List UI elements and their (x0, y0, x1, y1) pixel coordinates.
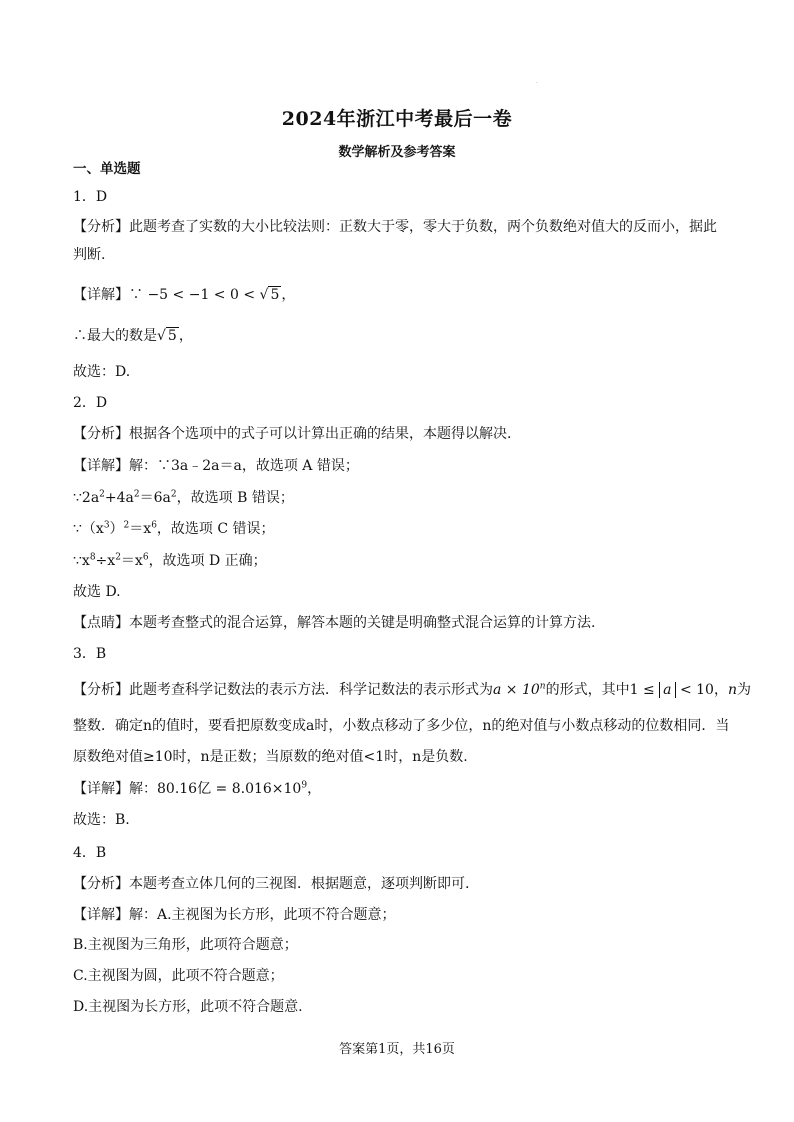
expr: ∵（x (73, 521, 104, 537)
expr: ） (109, 521, 124, 537)
expr: ∵2a (73, 490, 100, 506)
expr: ＝x (120, 553, 143, 569)
exponent: 2 (133, 489, 140, 500)
sqrt-5: √ 5 (157, 328, 177, 344)
q1-conclusion-end: ， (178, 328, 193, 344)
formula: a × 10 (493, 682, 540, 698)
expr: ，故选项 C 错误； (156, 521, 275, 537)
page-subtitle: 数学解析及参考答案 (338, 145, 456, 160)
question-3-choice: 故选：B. (73, 812, 130, 828)
text: 为 (736, 682, 751, 698)
variable: n (727, 682, 737, 698)
expr: ，故选项 D 正确； (148, 553, 267, 569)
text: 的形式，其中1 ≤ (545, 682, 660, 698)
exponent: 6 (142, 552, 149, 563)
section-heading: 一、单选题 (73, 161, 141, 177)
exponent: 8 (89, 552, 96, 563)
question-2-detail-b (73, 485, 733, 511)
question-4-detail-a: 【详解】解：A.主视图为长方形，此项不符合题意； (73, 907, 396, 923)
q1-conclusion-text: ∴最大的数是 (73, 328, 157, 344)
text: < 10， (675, 682, 728, 698)
question-4-detail-d: D.主视图为长方形，此项不符合题意. (73, 999, 303, 1015)
expr: ＝6a (139, 490, 171, 506)
exponent: n (539, 681, 546, 692)
question-3-detail (73, 776, 733, 802)
question-1-analysis-cont: 判断. (73, 247, 106, 263)
abs-value: a (659, 682, 675, 698)
question-2-answer: 2．D (73, 395, 108, 411)
question-4-detail-b: B.主视图为三角形，此项符合题意； (73, 937, 298, 953)
question-2-remark: 【点睛】本题考查整式的混合运算，解答本题的关键是明确整式混合运算的计算方法. (73, 615, 596, 631)
question-3-analysis-cont2: 原数绝对值≥10时，n是正数；当原数的绝对值<1时，n是负数. (73, 749, 468, 765)
exponent: 2 (99, 489, 105, 500)
expr: ＝x (129, 521, 152, 537)
exponent: 2 (170, 489, 177, 500)
q1-detail-text: 【详解】∵ −5 < −1 < 0 < (73, 287, 260, 303)
page-footer: 答案第1页，共16页 (339, 1042, 455, 1057)
question-1-detail (73, 282, 733, 308)
exponent: 2 (123, 520, 130, 531)
question-2-analysis: 【分析】根据各个选项中的式子可以计算出正确的结果，本题得以解决. (73, 426, 512, 442)
page-title: 2024年浙江中考最后一卷 (281, 108, 513, 130)
question-4-analysis: 【分析】本题考查立体几何的三视图．根据题意，逐项判断即可. (73, 876, 470, 892)
expr: ，故选项 B 错误； (176, 490, 294, 506)
question-1-answer: 1．D (73, 189, 108, 205)
question-1-conclusion (73, 323, 733, 349)
exponent: 3 (103, 520, 110, 531)
question-2-detail-c (73, 516, 733, 542)
question-3-analysis-cont: 整数．确定n的值时，要看把原数变成a时，小数点移动了多少位，n的绝对值与小数点移动的位数相同．当 (73, 718, 730, 734)
exponent: 6 (151, 520, 157, 531)
question-3-answer: 3．B (73, 646, 107, 662)
question-4-answer: 4．B (73, 845, 107, 861)
question-4-detail-c: C.主视图为圆，此项不符合题意； (73, 968, 284, 984)
question-2-detail-d (73, 548, 733, 574)
question-2-detail-a: 【详解】解：∵3a﹣2a＝a，故选项 A 错误； (73, 458, 359, 474)
radicand: 5 (167, 328, 177, 344)
expr: +4a (104, 490, 134, 506)
text: 【分析】此题考查科学记数法的表示方法．科学记数法的表示形式为 (73, 682, 493, 698)
question-1-choice: 故选：D. (73, 364, 131, 380)
exponent: 2 (115, 552, 121, 563)
question-1-analysis: 【分析】此题考查了实数的大小比较法则：正数大于零，零大于负数，两个负数绝对值大的反而小，据此 (73, 219, 717, 235)
text: 【详解】解：80.16亿 = 8.016×10 (73, 781, 302, 797)
sqrt-5: √ 5 (259, 287, 280, 303)
text: ， (307, 781, 322, 797)
radicand: 5 (270, 287, 280, 303)
exponent: 9 (301, 780, 308, 791)
expr: ∵x (73, 553, 90, 569)
q1-detail-end: ， (281, 287, 296, 303)
question-3-analysis (73, 677, 751, 703)
question-2-choice: 故选 D. (73, 584, 121, 600)
expr: ÷x (95, 553, 116, 569)
page-dot: · (536, 80, 538, 87)
